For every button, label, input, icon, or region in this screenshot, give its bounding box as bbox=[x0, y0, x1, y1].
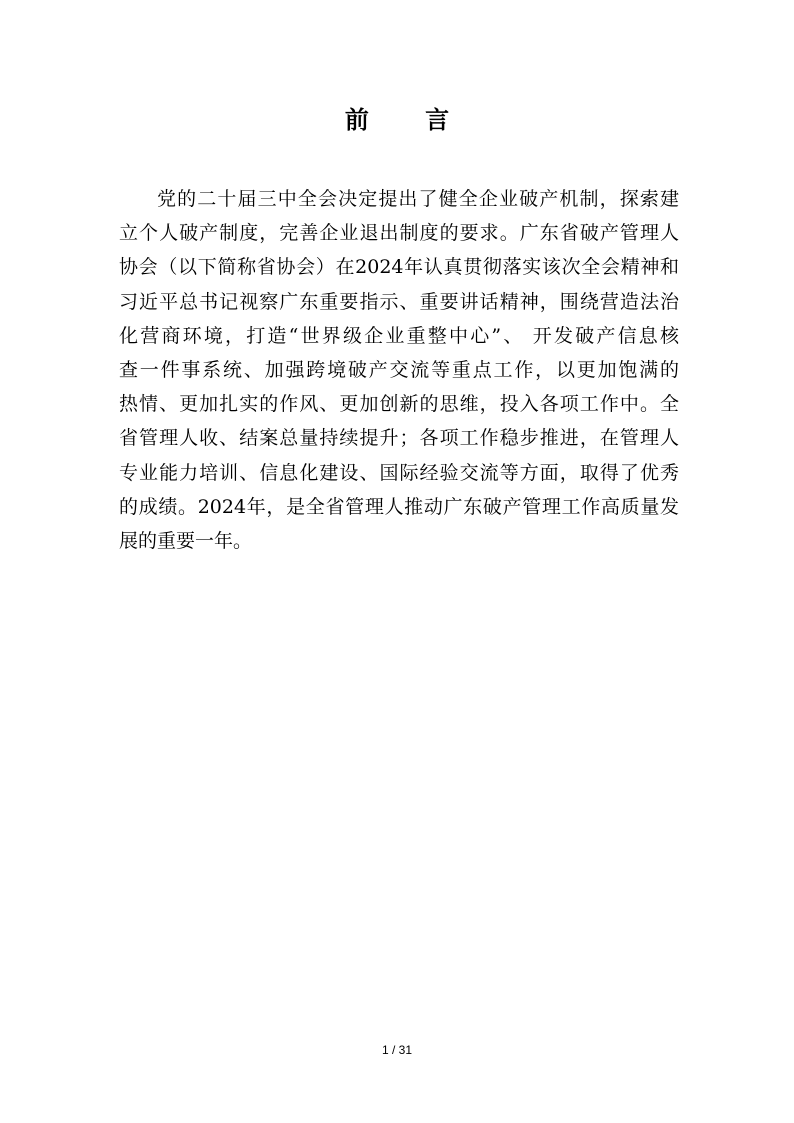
paragraph-line: 党的二十届三中全会决定提出了健全企业破产机制，探索建 bbox=[157, 188, 679, 210]
paragraph-line: 查一件事系统、加强跨境破产交流等重点工作，以更加饱满的 bbox=[119, 358, 679, 381]
preface-paragraph bbox=[119, 182, 679, 558]
page-number: 1 / 31 bbox=[381, 1043, 413, 1057]
paragraph-line: 热情、更加扎实的作风、更加创新的思维，投入各项工作中。全 bbox=[119, 393, 679, 416]
paragraph-line: 立个人破产制度，完善企业退出制度的要求。广东省破产管理人 bbox=[119, 222, 679, 245]
page-title: 前 言 bbox=[344, 105, 474, 134]
paragraph-line: 的成绩。2024年，是全省管理人推动广东破产管理工作高质量发 bbox=[119, 495, 679, 518]
paragraph-line: 习近平总书记视察广东重要指示、重要讲话精神，围绕营造法治 bbox=[119, 290, 679, 313]
paragraph-line: 展的重要一年。 bbox=[119, 529, 253, 552]
paragraph-line: 协会（以下简称省协会）在2024年认真贯彻落实该次全会精神和 bbox=[119, 256, 679, 279]
paragraph-line: 省管理人收、结案总量持续提升；各项工作稳步推进，在管理人 bbox=[119, 427, 679, 450]
paragraph-line: 专业能力培训、信息化建设、国际经验交流等方面，取得了优秀 bbox=[119, 461, 679, 484]
paragraph-line: 化营商环境，打造“世界级企业重整中心”、 开发破产信息核 bbox=[119, 324, 679, 347]
